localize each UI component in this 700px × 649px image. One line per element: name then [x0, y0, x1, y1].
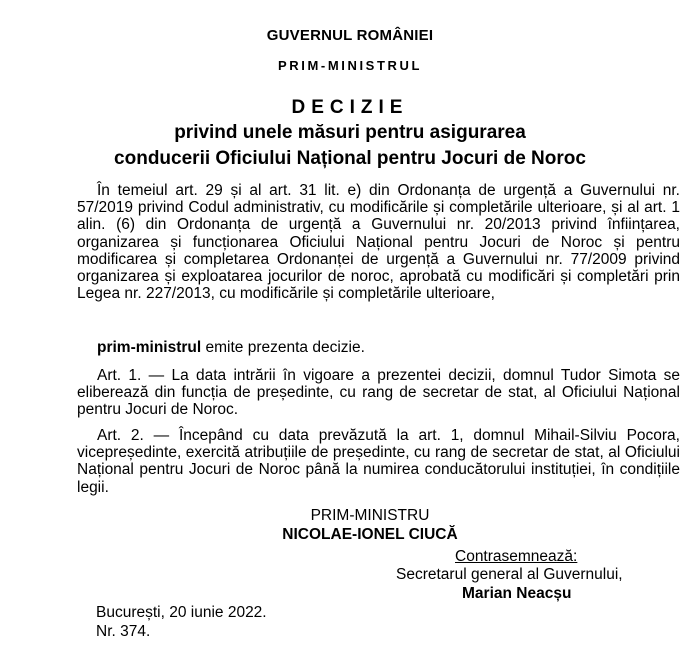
office-heading: PRIM-MINISTRUL: [278, 58, 422, 73]
issuance-text: emite prezenta decizie.: [201, 339, 365, 356]
preamble-paragraph: În temeiul art. 29 și al art. 31 lit. e) din Ordonanța de urgență a Guvernului nr. 57/2019 privind Codul administrativ, cu modificările și completările ulterioare, și al art. 1 alin. (6) din Ordonanța de urgență a Guvernului nr. 20/2013 privind înființarea, organizarea și funcționarea Oficiului Național pentru Jocuri de Noroc și pentru modificarea și completarea Ordonanței de urgență a Guvernului nr. 77/2009 privind organizarea și exploatarea jocurilor de noroc, aprobată cu modificări și completări prin Legea nr. 227/2013, cu modificările și completările ulterioare,: [77, 182, 680, 303]
government-heading: GUVERNUL ROMÂNIEI: [266, 27, 434, 44]
place-date: București, 20 iunie 2022.: [96, 604, 267, 621]
signature-name: NICOLAE-IONEL CIUCĂ: [282, 526, 458, 543]
countersign-role: Secretarul general al Guvernului,: [396, 566, 623, 583]
issuance-subject: prim-ministrul: [97, 339, 202, 356]
article-1: Art. 1. — La data intrării în vigoare a prezentei decizii, domnul Tudor Simota se eliberează din funcția de președinte, cu rang de secretar de stat, al Oficiului Național pentru Jocuri de Noroc.: [77, 367, 680, 419]
decision-number: Nr. 374.: [96, 623, 151, 640]
issuance-paragraph: [77, 339, 680, 356]
countersign-name: Marian Neacșu: [462, 585, 572, 602]
document-type-title: DECIZIE: [291, 97, 409, 118]
signature-role: PRIM-MINISTRU: [310, 507, 430, 524]
title-line-2: conducerii Oficiului Național pentru Jocuri de Noroc: [114, 148, 586, 169]
article-2: Art. 2. — Începând cu data prevăzută la art. 1, domnul Mihail-Silviu Pocora, vicepreședinte, exercită atribuțiile de președinte, cu rang de secretar de stat, al Oficiului Național pentru Jocuri de Noroc până la numirea conducătorului instituției, în condițiile legii.: [77, 427, 680, 496]
countersign-heading: Contrasemnează:: [455, 548, 578, 565]
title-line-1: privind unele măsuri pentru asigurarea: [174, 122, 526, 143]
